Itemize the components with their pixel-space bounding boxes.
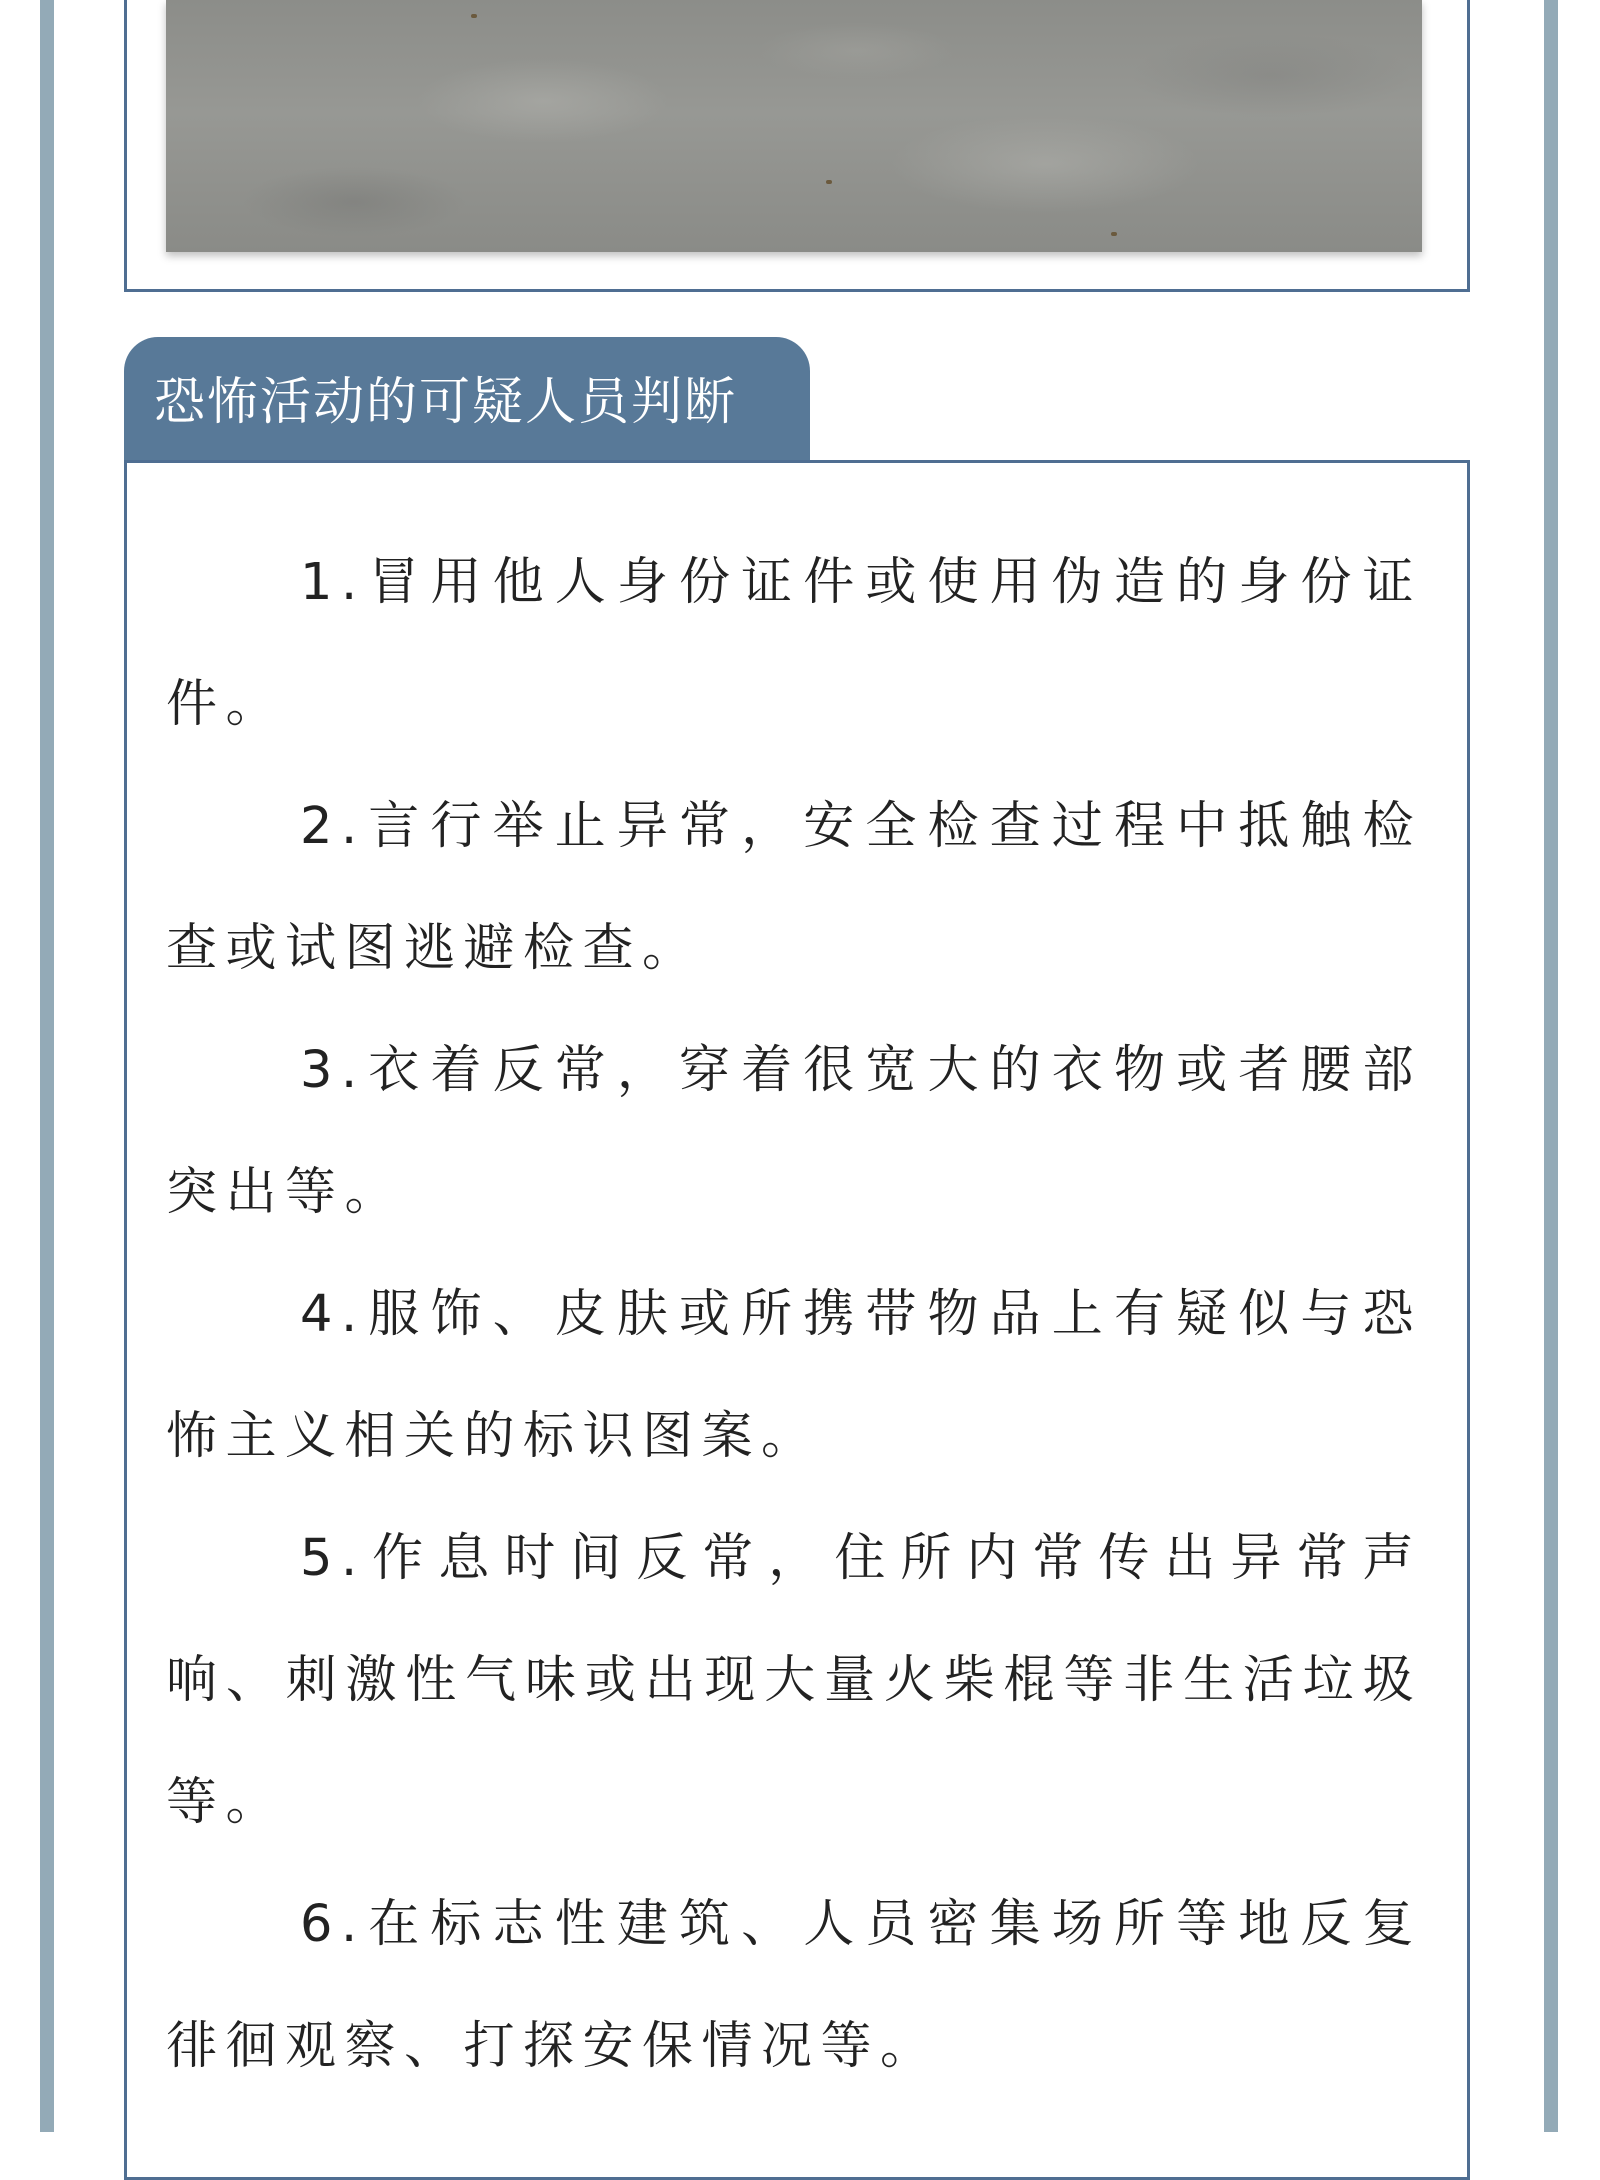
list-item: 6.在标志性建筑、人员密集场所等地反复徘徊观察、打探安保情况等。 [166, 1895, 1422, 2076]
concrete-ground-photo [166, 0, 1422, 252]
list-item: 3.衣着反常，穿着很宽大的衣物或者腰部突出等。 [166, 1041, 1422, 1222]
photo-detail [1111, 232, 1117, 236]
right-decorative-rail [1544, 0, 1558, 2132]
list-item: 2.言行举止异常，安全检查过程中抵触检查或试图逃避检查。 [166, 797, 1422, 978]
list-item: 4.服饰、皮肤或所携带物品上有疑似与恐怖主义相关的标识图案。 [166, 1285, 1422, 1466]
photo-detail [826, 180, 832, 184]
photo-detail [471, 14, 477, 18]
list-item: 5.作息时间反常，住所内常传出异常声响、刺激性气味或出现大量火柴棍等非生活垃圾等。 [166, 1529, 1422, 1832]
section-title-tab [124, 337, 810, 463]
left-decorative-rail [40, 0, 54, 2132]
section-title: 恐怖活动的可疑人员判断 [154, 373, 738, 432]
list-item: 1.冒用他人身份证件或使用伪造的身份证件。 [166, 553, 1422, 734]
item-list [166, 522, 1422, 2108]
